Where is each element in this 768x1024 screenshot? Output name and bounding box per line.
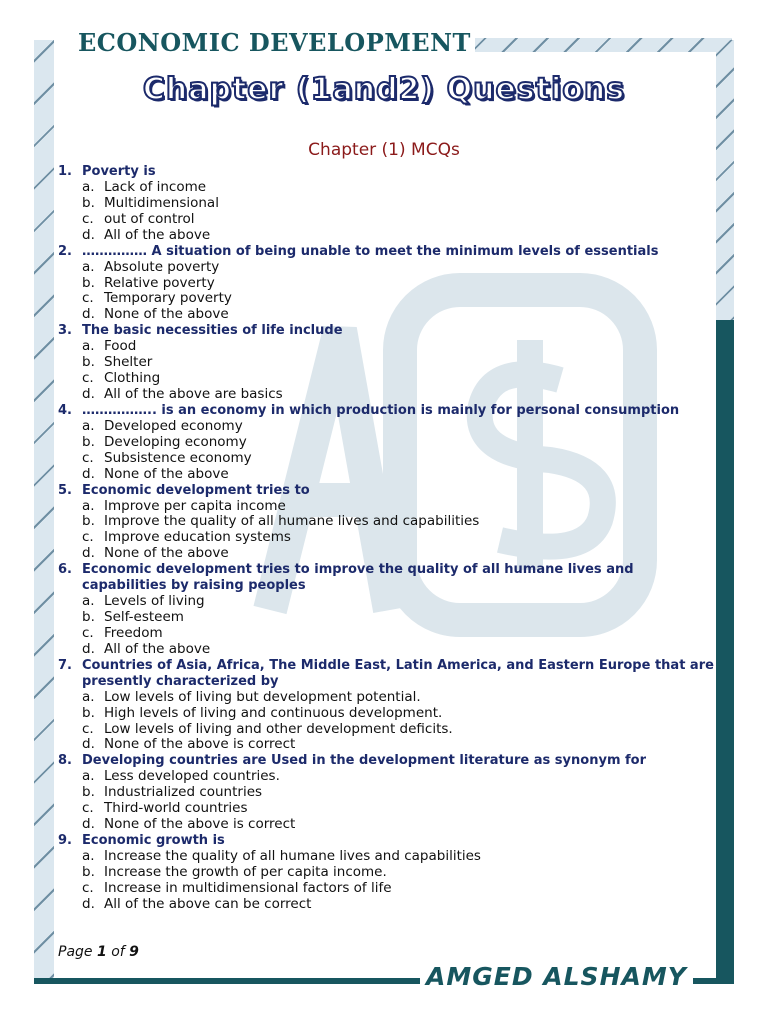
top-decorative-strip xyxy=(470,38,732,52)
option-item: d. All of the above xyxy=(82,226,211,243)
option-item: b. Multidimensional xyxy=(82,194,219,211)
section-heading: Chapter (1) MCQs xyxy=(308,140,460,160)
page-indicator: Page 1 of 9 xyxy=(58,944,139,960)
option-item: b. Shelter xyxy=(82,354,153,371)
question-text: Economic development tries to xyxy=(82,482,310,498)
question-item xyxy=(58,753,718,833)
option-item: d. None of the above xyxy=(82,306,229,323)
option-list xyxy=(82,499,718,563)
question-item xyxy=(58,244,718,324)
option-item: d. All of the above xyxy=(82,640,211,657)
option-list xyxy=(82,594,718,658)
option-item: d. None of the above xyxy=(82,465,229,482)
question-text: Economic development tries to improve the quality of all humane lives and capabilities by raising peoples xyxy=(82,562,634,594)
question-item xyxy=(58,562,718,658)
question-text: Countries of Asia, Africa, The Middle East, Latin America, and Eastern Europe that are presently characterized by xyxy=(82,657,714,689)
option-list xyxy=(82,690,718,754)
option-item: c. Improve education systems xyxy=(82,529,291,546)
option-item: d. All of the above are basics xyxy=(82,385,283,402)
question-number: 2. xyxy=(58,243,72,259)
option-item: a. Food xyxy=(82,338,137,355)
option-item: a. Absolute poverty xyxy=(82,258,220,275)
question-item xyxy=(58,164,718,244)
option-item: c. Clothing xyxy=(82,370,161,387)
option-item: d. All of the above can be correct xyxy=(82,895,312,912)
question-item xyxy=(58,483,718,563)
option-item: a. Low levels of living but development potential. xyxy=(82,688,421,705)
option-item: b. Self-esteem xyxy=(82,609,184,626)
question-number: 8. xyxy=(58,753,72,769)
question-item xyxy=(58,323,718,403)
option-list xyxy=(82,260,718,324)
option-item: b. Relative poverty xyxy=(82,274,215,291)
left-decorative-strip xyxy=(34,40,54,980)
option-item: b. High levels of living and continuous development. xyxy=(82,704,443,721)
option-item: c. Freedom xyxy=(82,624,163,641)
question-text: Poverty is xyxy=(82,164,156,179)
option-item: d. None of the above xyxy=(82,545,229,562)
option-item: a. Levels of living xyxy=(82,593,205,610)
option-item: c. out of control xyxy=(82,210,195,227)
option-item: a. Improve per capita income xyxy=(82,497,286,514)
question-number: 5. xyxy=(58,482,72,498)
question-text: Economic growth is xyxy=(82,833,225,848)
option-item: c. Subsistence economy xyxy=(82,449,252,466)
author-brand: AMGED ALSHAMY xyxy=(420,962,693,991)
option-item: d. None of the above is correct xyxy=(82,816,296,833)
option-item: a. Developed economy xyxy=(82,417,243,434)
option-list xyxy=(82,180,718,244)
option-list xyxy=(82,769,718,833)
option-item: a. Less developed countries. xyxy=(82,768,280,785)
option-list xyxy=(82,849,718,913)
subject-title: ECONOMIC DEVELOPMENT xyxy=(74,28,475,57)
question-number: 6. xyxy=(58,562,72,578)
option-item: b. Improve the quality of all humane lives and capabilities xyxy=(82,513,480,530)
question-text: …………… A situation of being unable to meet the minimum levels of essentials xyxy=(82,243,659,259)
question-text: …………….. is an economy in which production is mainly for personal consumption xyxy=(82,402,680,418)
chapter-banner: Chapter (1and2) Questions xyxy=(142,72,626,107)
question-number: 1. xyxy=(58,164,72,179)
question-text: The basic necessities of life include xyxy=(82,323,343,339)
question-number: 7. xyxy=(58,657,72,673)
question-item xyxy=(58,658,718,754)
option-item: c. Third-world countries xyxy=(82,800,248,817)
option-item: a. Increase the quality of all humane lives and capabilities xyxy=(82,848,481,864)
option-item: d. None of the above is correct xyxy=(82,736,296,753)
option-item: c. Temporary poverty xyxy=(82,290,232,307)
option-list xyxy=(82,339,718,403)
question-number: 9. xyxy=(58,833,72,848)
question-number: 3. xyxy=(58,323,72,339)
right-teal-bar xyxy=(716,320,734,980)
option-item: c. Low levels of living and other development deficits. xyxy=(82,720,453,737)
option-item: b. Industrialized countries xyxy=(82,784,263,801)
option-item: b. Developing economy xyxy=(82,433,247,450)
question-list xyxy=(58,164,718,913)
question-number: 4. xyxy=(58,402,72,418)
question-item xyxy=(58,833,718,913)
option-list xyxy=(82,419,718,483)
option-item: b. Increase the growth of per capita income. xyxy=(82,863,387,880)
option-item: c. Increase in multidimensional factors of life xyxy=(82,879,392,896)
question-item xyxy=(58,403,718,483)
option-item: a. Lack of income xyxy=(82,179,207,195)
question-text: Developing countries are Used in the development literature as synonym for xyxy=(82,753,647,769)
